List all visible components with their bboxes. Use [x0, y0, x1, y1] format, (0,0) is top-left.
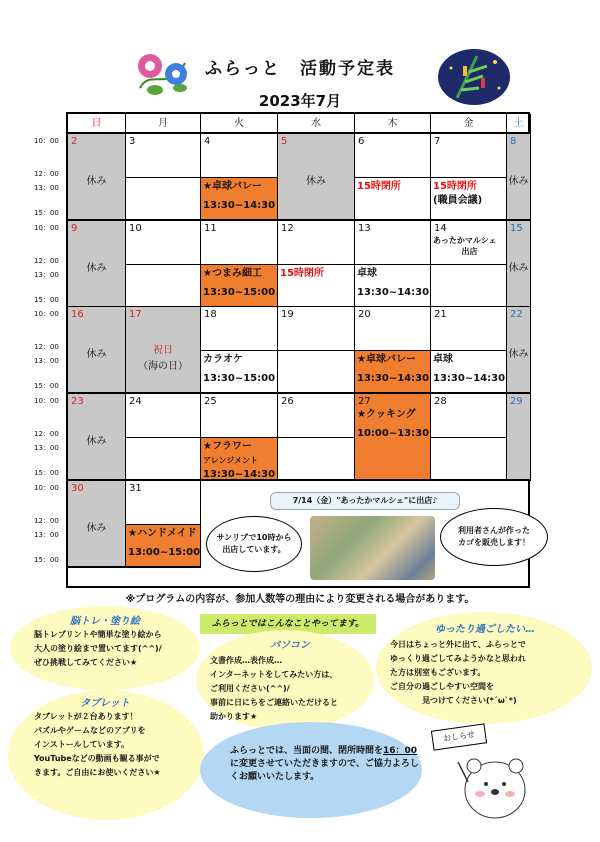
- tanabata-night-icon: [437, 48, 511, 106]
- event-text: 13:30~15:00: [203, 373, 276, 384]
- event-text: 13:30~14:30: [357, 373, 430, 384]
- day-cell: [278, 394, 355, 481]
- day-cell: [507, 134, 531, 221]
- relax-title: ゆったり過ごしたい…: [435, 624, 535, 635]
- day-cell: [507, 394, 531, 481]
- time-slot-divider: [431, 264, 506, 265]
- event-block: [201, 180, 277, 213]
- event-block: [355, 353, 430, 386]
- day-cell: [68, 481, 126, 568]
- day-number: 13: [358, 223, 371, 234]
- rest-label: 休み: [86, 349, 107, 360]
- activity-line: 脳トレプリントや簡単な塗り絵から: [34, 630, 162, 639]
- closing-time: 16：00: [383, 746, 418, 756]
- day-cell: [201, 221, 278, 308]
- day-number: 15: [510, 223, 523, 234]
- event-text-small: 出店: [461, 247, 478, 256]
- event-block: [431, 235, 506, 257]
- day-cell: [278, 221, 355, 308]
- day-cell: [201, 134, 278, 221]
- time-slot-divider: [126, 177, 200, 178]
- marche-banner: 7/14（金）"あったかマルシェ"に出店♪: [270, 492, 460, 510]
- tablet-text: [34, 710, 204, 780]
- relax-text: [390, 638, 592, 708]
- event-text: 13:30~15:00: [203, 287, 276, 298]
- event-block: [126, 527, 200, 560]
- event-block: [355, 180, 430, 194]
- rest-label: 休み: [86, 176, 107, 187]
- day-number: 30: [71, 483, 84, 494]
- day-cell: [355, 221, 431, 308]
- pc-title: パソコン: [270, 640, 310, 651]
- day-cell: [126, 307, 201, 394]
- time-slot-divider: [431, 437, 506, 438]
- event-text: ★クッキング: [357, 409, 416, 420]
- day-number: 4: [204, 136, 211, 147]
- day-number: 22: [510, 309, 523, 320]
- time-label: 10：00: [34, 224, 59, 232]
- time-label: 15：00: [34, 209, 59, 217]
- day-cell: [431, 134, 507, 221]
- event-text: 13:30~14:30: [357, 287, 430, 298]
- time-slot-divider: [126, 437, 200, 438]
- event-text: 13:30~14:30: [203, 200, 276, 211]
- event-block: [278, 267, 354, 281]
- closing-event: 15時閉所: [357, 181, 401, 192]
- marche-bubble-left-text: サンリブで10時から 出店しています。: [216, 533, 292, 554]
- activity-line: インストールしています。: [34, 740, 129, 749]
- event-text: ★ハンドメイド: [128, 528, 197, 539]
- page-title: ふらっと 活動予定表: [205, 59, 395, 79]
- day-number: 26: [281, 396, 294, 407]
- marche-photo: [310, 516, 435, 580]
- time-slot-divider: [278, 350, 354, 351]
- weekday-header: 月: [126, 114, 201, 134]
- time-label: 15：00: [34, 556, 59, 564]
- closing-event: 15時閉所: [433, 181, 477, 192]
- day-number: 11: [204, 223, 217, 234]
- activity-line: 大人の塗り絵まで置いてます(^^)/: [34, 644, 162, 653]
- marche-bubble-right: [440, 508, 548, 566]
- event-text-small: あったかマルシェ: [433, 236, 497, 245]
- activity-line: た方は別室もございます。: [390, 668, 486, 677]
- event-text: 13:30~14:30: [203, 469, 276, 480]
- day-cell: [278, 134, 355, 221]
- day-number: 10: [129, 223, 142, 234]
- day-number: 25: [204, 396, 217, 407]
- program-notice: ※プログラムの内容が、参加人数等の理由により変更される場合があります。: [125, 594, 475, 605]
- closing-event: 15時閉所: [280, 268, 324, 279]
- brain-training-text: [34, 628, 204, 670]
- day-cell: [507, 221, 531, 308]
- time-slot-divider: [431, 177, 506, 178]
- activity-line: ゆっくり過ごしてみようかなと思われ: [390, 654, 526, 663]
- day-cell: [126, 394, 201, 481]
- day-number: 12: [281, 223, 294, 234]
- time-slot-divider: [355, 177, 430, 178]
- rest-label: 休み: [86, 436, 107, 447]
- rest-label: 休み: [306, 176, 326, 187]
- event-text: ★フラワー: [203, 441, 252, 452]
- pc-text: [210, 654, 378, 724]
- time-label: 13：00: [34, 357, 59, 365]
- activity-line: 助かります★: [210, 712, 258, 721]
- time-label: 12：00: [34, 257, 59, 265]
- rest-label: 休み: [508, 176, 529, 187]
- event-block: [201, 353, 277, 386]
- activity-line: 今日はちょっと外に出て、ふらっとで: [390, 640, 526, 649]
- morning-glory-icon: [130, 48, 200, 104]
- time-slot-divider: [201, 350, 277, 351]
- day-number: 21: [434, 309, 447, 320]
- rest-label: 休み: [86, 263, 107, 274]
- time-label: 12：00: [34, 430, 59, 438]
- day-number: 3: [129, 136, 136, 147]
- time-label: 13：00: [34, 444, 59, 452]
- activity-line: タブレットが２台あります！: [34, 712, 138, 721]
- day-cell: [355, 307, 431, 394]
- day-number: 2: [71, 136, 78, 147]
- time-label: 10：00: [34, 137, 59, 145]
- event-text: 10:00~13:30: [357, 428, 430, 439]
- event-text: 13:00~15:00: [128, 547, 201, 558]
- day-number: 20: [358, 309, 371, 320]
- day-cell: [431, 221, 507, 308]
- event-block: [431, 180, 506, 208]
- event-block: [201, 440, 277, 482]
- event-text: ★卓球バレー: [357, 354, 416, 365]
- day-cell: [201, 307, 278, 394]
- day-cell: [68, 221, 126, 308]
- rest-label: 休み: [508, 349, 529, 360]
- activity-line: ご利用ください(^^)/: [210, 684, 290, 693]
- day-number: 24: [129, 396, 142, 407]
- time-label: 15：00: [34, 296, 59, 304]
- time-label: 13：00: [34, 271, 59, 279]
- day-number: 23: [71, 396, 84, 407]
- activity-line: 事前に日にちをご連絡いただけると: [210, 698, 338, 707]
- day-cell: [68, 134, 126, 221]
- time-label: 15：00: [34, 469, 59, 477]
- time-label: 10：00: [34, 484, 59, 492]
- day-number: 17: [129, 309, 142, 320]
- activity-line: YouTubeなどの動画も観る事がで: [34, 754, 160, 763]
- activity-line: ご自分の過ごしやすい空間を: [390, 682, 494, 691]
- day-cell: [431, 307, 507, 394]
- day-number: 29: [510, 396, 523, 407]
- day-cell: [68, 307, 126, 394]
- activity-line: 見つけてください(*ˊωˋ*): [390, 696, 517, 705]
- day-number: 8: [510, 136, 517, 147]
- day-number: 28: [434, 396, 447, 407]
- event-block: [355, 408, 430, 441]
- event-text: カラオケ: [203, 354, 243, 365]
- time-slot-divider: [355, 264, 430, 265]
- activities-heading: ふらっとではこんなことやってます。: [200, 614, 376, 634]
- day-cell: [507, 307, 531, 394]
- holiday-label: （海の日）: [138, 361, 188, 372]
- day-number: 27: [358, 396, 371, 407]
- rest-label: 休み: [86, 523, 107, 534]
- weekday-header: 水: [278, 114, 355, 134]
- day-cell: [126, 221, 201, 308]
- time-label: 12：00: [34, 343, 59, 351]
- day-cell: [68, 394, 126, 481]
- day-cell: [355, 134, 431, 221]
- time-label: 12：00: [34, 517, 59, 525]
- day-cell: [126, 481, 201, 568]
- bear-mascot-icon: [440, 742, 550, 822]
- day-number: 19: [281, 309, 294, 320]
- event-text: ★卓球バレー: [203, 181, 262, 192]
- event-block: [201, 267, 277, 300]
- day-number: 14: [434, 223, 447, 234]
- day-number: 6: [358, 136, 365, 147]
- closing-before: ふらっとでは、当面の間、閉所時間を: [230, 746, 384, 756]
- event-text: 卓球: [357, 268, 377, 279]
- weekday-header: 火: [201, 114, 278, 134]
- time-label: 12：00: [34, 170, 59, 178]
- month-label: 2023年7月: [258, 92, 342, 110]
- activity-line: パズルやゲームなどのアプリを: [34, 726, 146, 735]
- holiday-label: 祝日: [153, 345, 173, 356]
- day-number: 16: [71, 309, 84, 320]
- closing-notice-text: [230, 745, 420, 784]
- weekday-header: 木: [355, 114, 431, 134]
- rest-label: 休み: [508, 263, 529, 274]
- time-slot-divider: [431, 350, 506, 351]
- time-slot-divider: [278, 264, 354, 265]
- marche-bubble-left: [206, 516, 302, 572]
- event-text: ★つまみ細工: [203, 268, 262, 279]
- weekday-header: 金: [431, 114, 507, 134]
- event-text: (職員会議): [433, 195, 483, 206]
- time-label: 13：00: [34, 184, 59, 192]
- day-cell: [431, 394, 507, 481]
- day-cell: [278, 307, 355, 394]
- closing-after: に変更させていただきますので、ご協力よろしくお願いいたします。: [230, 759, 419, 782]
- time-slot-divider: [126, 264, 200, 265]
- weekday-header: 土: [507, 114, 531, 134]
- time-label: 10：00: [34, 397, 59, 405]
- time-label: 10：00: [34, 310, 59, 318]
- time-label: 13：00: [34, 531, 59, 539]
- activity-line: ぜひ挑戦してみてください★: [34, 658, 138, 667]
- brain-training-title: 脳トレ・塗り絵: [70, 616, 140, 627]
- marche-bubble-right-text: 利用者さんが作った カゴを販売します！: [458, 526, 530, 547]
- event-text: 13:30~14:30: [433, 373, 506, 384]
- activity-line: きます。ご自由にお使いください★: [34, 768, 161, 777]
- day-number: 9: [71, 223, 78, 234]
- event-block: [355, 267, 430, 300]
- activity-line: 文書作成…表作成…: [210, 656, 282, 665]
- activity-line: インターネットをしてみたい方は、: [210, 670, 338, 679]
- day-cell: [355, 394, 431, 481]
- day-number: 7: [434, 136, 441, 147]
- event-text: 卓球: [433, 354, 453, 365]
- tablet-title: タブレット: [80, 698, 130, 709]
- event-text: アレンジメント: [203, 456, 259, 465]
- day-number: 18: [204, 309, 217, 320]
- day-cell: [126, 134, 201, 221]
- event-block: [431, 353, 506, 386]
- day-number: 5: [281, 136, 288, 147]
- weekday-header: 日: [68, 114, 126, 134]
- notice-sign: おしらせ: [431, 723, 487, 750]
- day-cell: [201, 394, 278, 481]
- day-number: 31: [129, 483, 142, 494]
- time-label: 15：00: [34, 382, 59, 390]
- time-slot-divider: [278, 437, 354, 438]
